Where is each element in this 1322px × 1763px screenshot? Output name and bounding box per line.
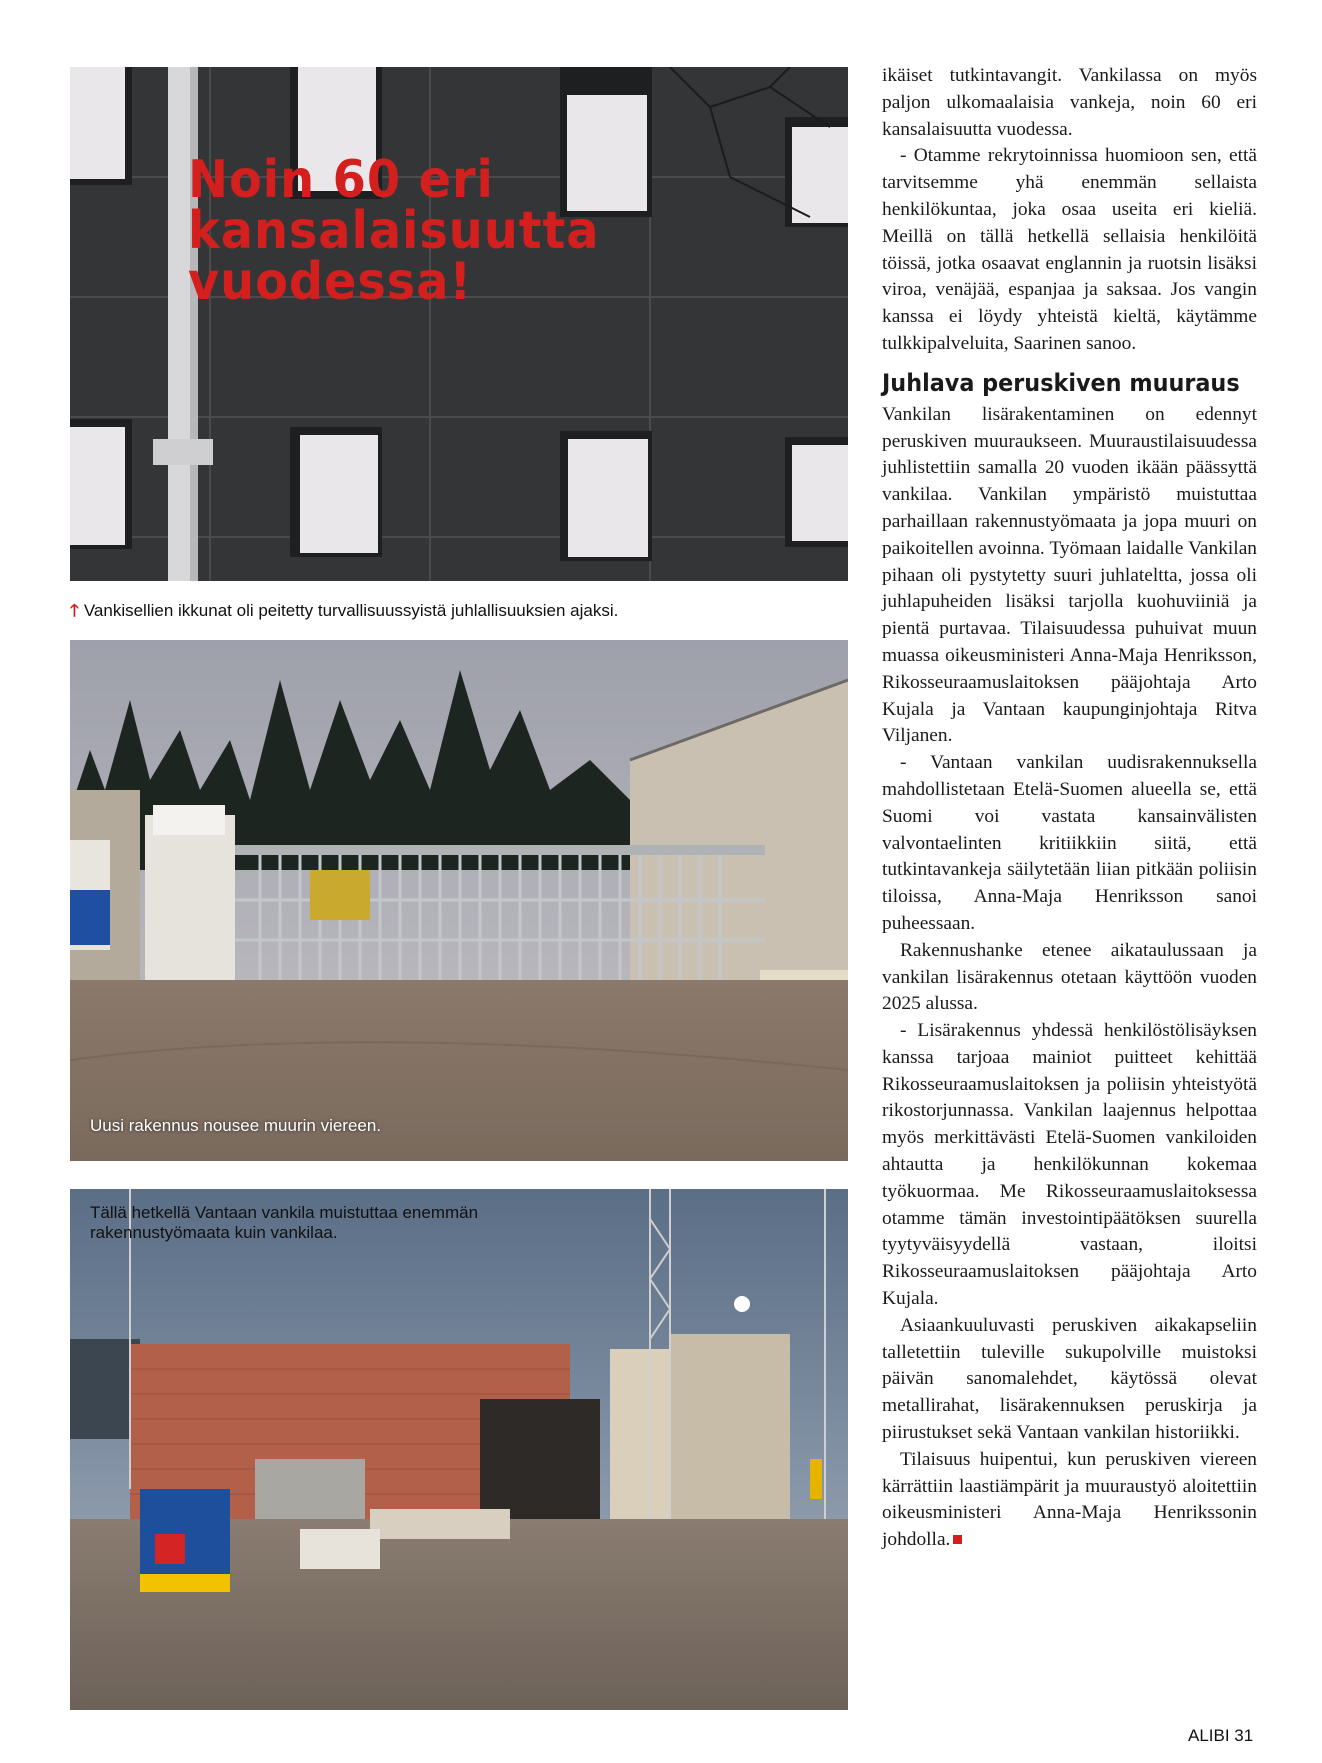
article-paragraph: - Otamme rekrytoinnissa huomioon sen, että tarvitsemme yhä enemmän sellaista henkilökuntaa, joka osaa useita eri kieliä. Meillä on tällä hetkellä sellaisia henkilöitä töissä, jotka osaavat englannin ja ruotsin lisäksi viroa, venäjää, espanjaa ja saksaa. Jos vangin kanssa ei löydy yhteistä kieltä, käytämme tulkkipalveluita, Saarinen sanoo.	[882, 145, 1257, 354]
prison-building-photo	[70, 1189, 848, 1710]
facade-photo	[70, 67, 848, 581]
article-paragraph: - Lisärakennus yhdessä henkilöstölisäyksen kanssa tarjoaa mainiot puitteet kehittää Rikosseuraamuslaitoksen ja poliisin yhteistyötä rikostorjunnassa. Vankilan laajennus helpottaa myös merkittävästi Etelä-Suomen vankiloiden ahtautta ja henkilökunnan kokemaa työkuormaa. Me Rikosseuraamuslaitoksessa otamme tämän investointipäätöksen suurella tyytyväisyydellä vastaan, iloitsi Rikosseuraamuslaitoksen pääjohtaja Arto Kujala.	[882, 1020, 1257, 1310]
article-paragraph: - Vantaan vankilan uudisrakennuksella mahdollistetaan Etelä-Suomen alueella se, että Suomi voi vastata kansainvälisten valvontaelinten kritiikkiin siitä, että tutkintavankeja säilytetään liian pitkään poliisin tiloissa, Anna-Maja Henriksson sanoi puheessaan.	[882, 752, 1257, 934]
photo1-caption-text: Vankisellien ikkunat oli peitetty turvallisuussyistä juhlallisuuksien ajaksi.	[83, 601, 619, 620]
article-body	[882, 63, 1257, 1554]
article-last-paragraph	[882, 1447, 1257, 1554]
article-paragraph: Asiaankuuluvasti peruskiven aikakapseliin talletettiin tuleville sukupolville muistoksi päivän sanomalehdet, käytössä olevat metallirahat, lisärakennuksen peruskirja ja piirustukset sekä Vantaan vankilan historiikki.	[882, 1314, 1257, 1444]
photo2-caption: Uusi rakennus nousee muurin viereen.	[90, 1116, 382, 1135]
article-paragraph: ikäiset tutkintavangit. Vankilassa on myös paljon ulkomaalaisia vankeja, noin 60 eri kansalaisuutta vuodessa.	[882, 65, 1257, 140]
page-folio: ALIBI 31	[1188, 1726, 1254, 1745]
gate-photo	[70, 640, 848, 1161]
end-mark-icon	[953, 1535, 962, 1544]
photo1-caption	[70, 601, 618, 621]
article-paragraph: Rakennushanke etenee aikataulussaan ja vankilan lisärakennus otetaan käyttöön vuoden 2025 alussa.	[882, 939, 1257, 1015]
article-subheading: Juhlava peruskiven muuraus	[882, 368, 1240, 397]
article-paragraph: Vankilan lisärakentaminen on edennyt peruskiven muuraukseen. Muuraustilaisuudessa juhlistettiin samalla 20 vuoden ikään päässyttä vankilaa. Vankilan ympäristö muistuttaa parhaillaan rakennustyömaata ja jopa muuri on paikoitellen avoinna. Työmaan laidalle Vankilan pihaan oli pystytetty suuri juhlateltta, jossa oli juhlapuheiden lisäksi tarjolla kuohuviiniä ja pientä purtavaa. Tilaisuudessa puhuivat muun muassa oikeusministeri Anna-Maja Henriksson, Rikosseuraamuslaitoksen pääjohtaja Arto Kujala ja Vantaan kaupunginjohtaja Ritva Viljanen.	[882, 403, 1257, 747]
photo3-caption: Tällä hetkellä Vantaan vankila muistuttaa enemmän rakennustyömaata kuin vankilaa.	[90, 1203, 479, 1242]
overlay-headline: Noin 60 eri kansalaisuutta vuodessa!	[188, 150, 600, 312]
article-paragraph-text: Tilaisuus huipentui, kun peruskiven viereen kärrättiin laastiämpärit ja muuraustyö aloitettiin oikeusministeri Anna-Maja Henrikssonin johdolla.	[882, 1448, 1257, 1551]
arrow-up-icon: 🡑	[70, 601, 79, 620]
